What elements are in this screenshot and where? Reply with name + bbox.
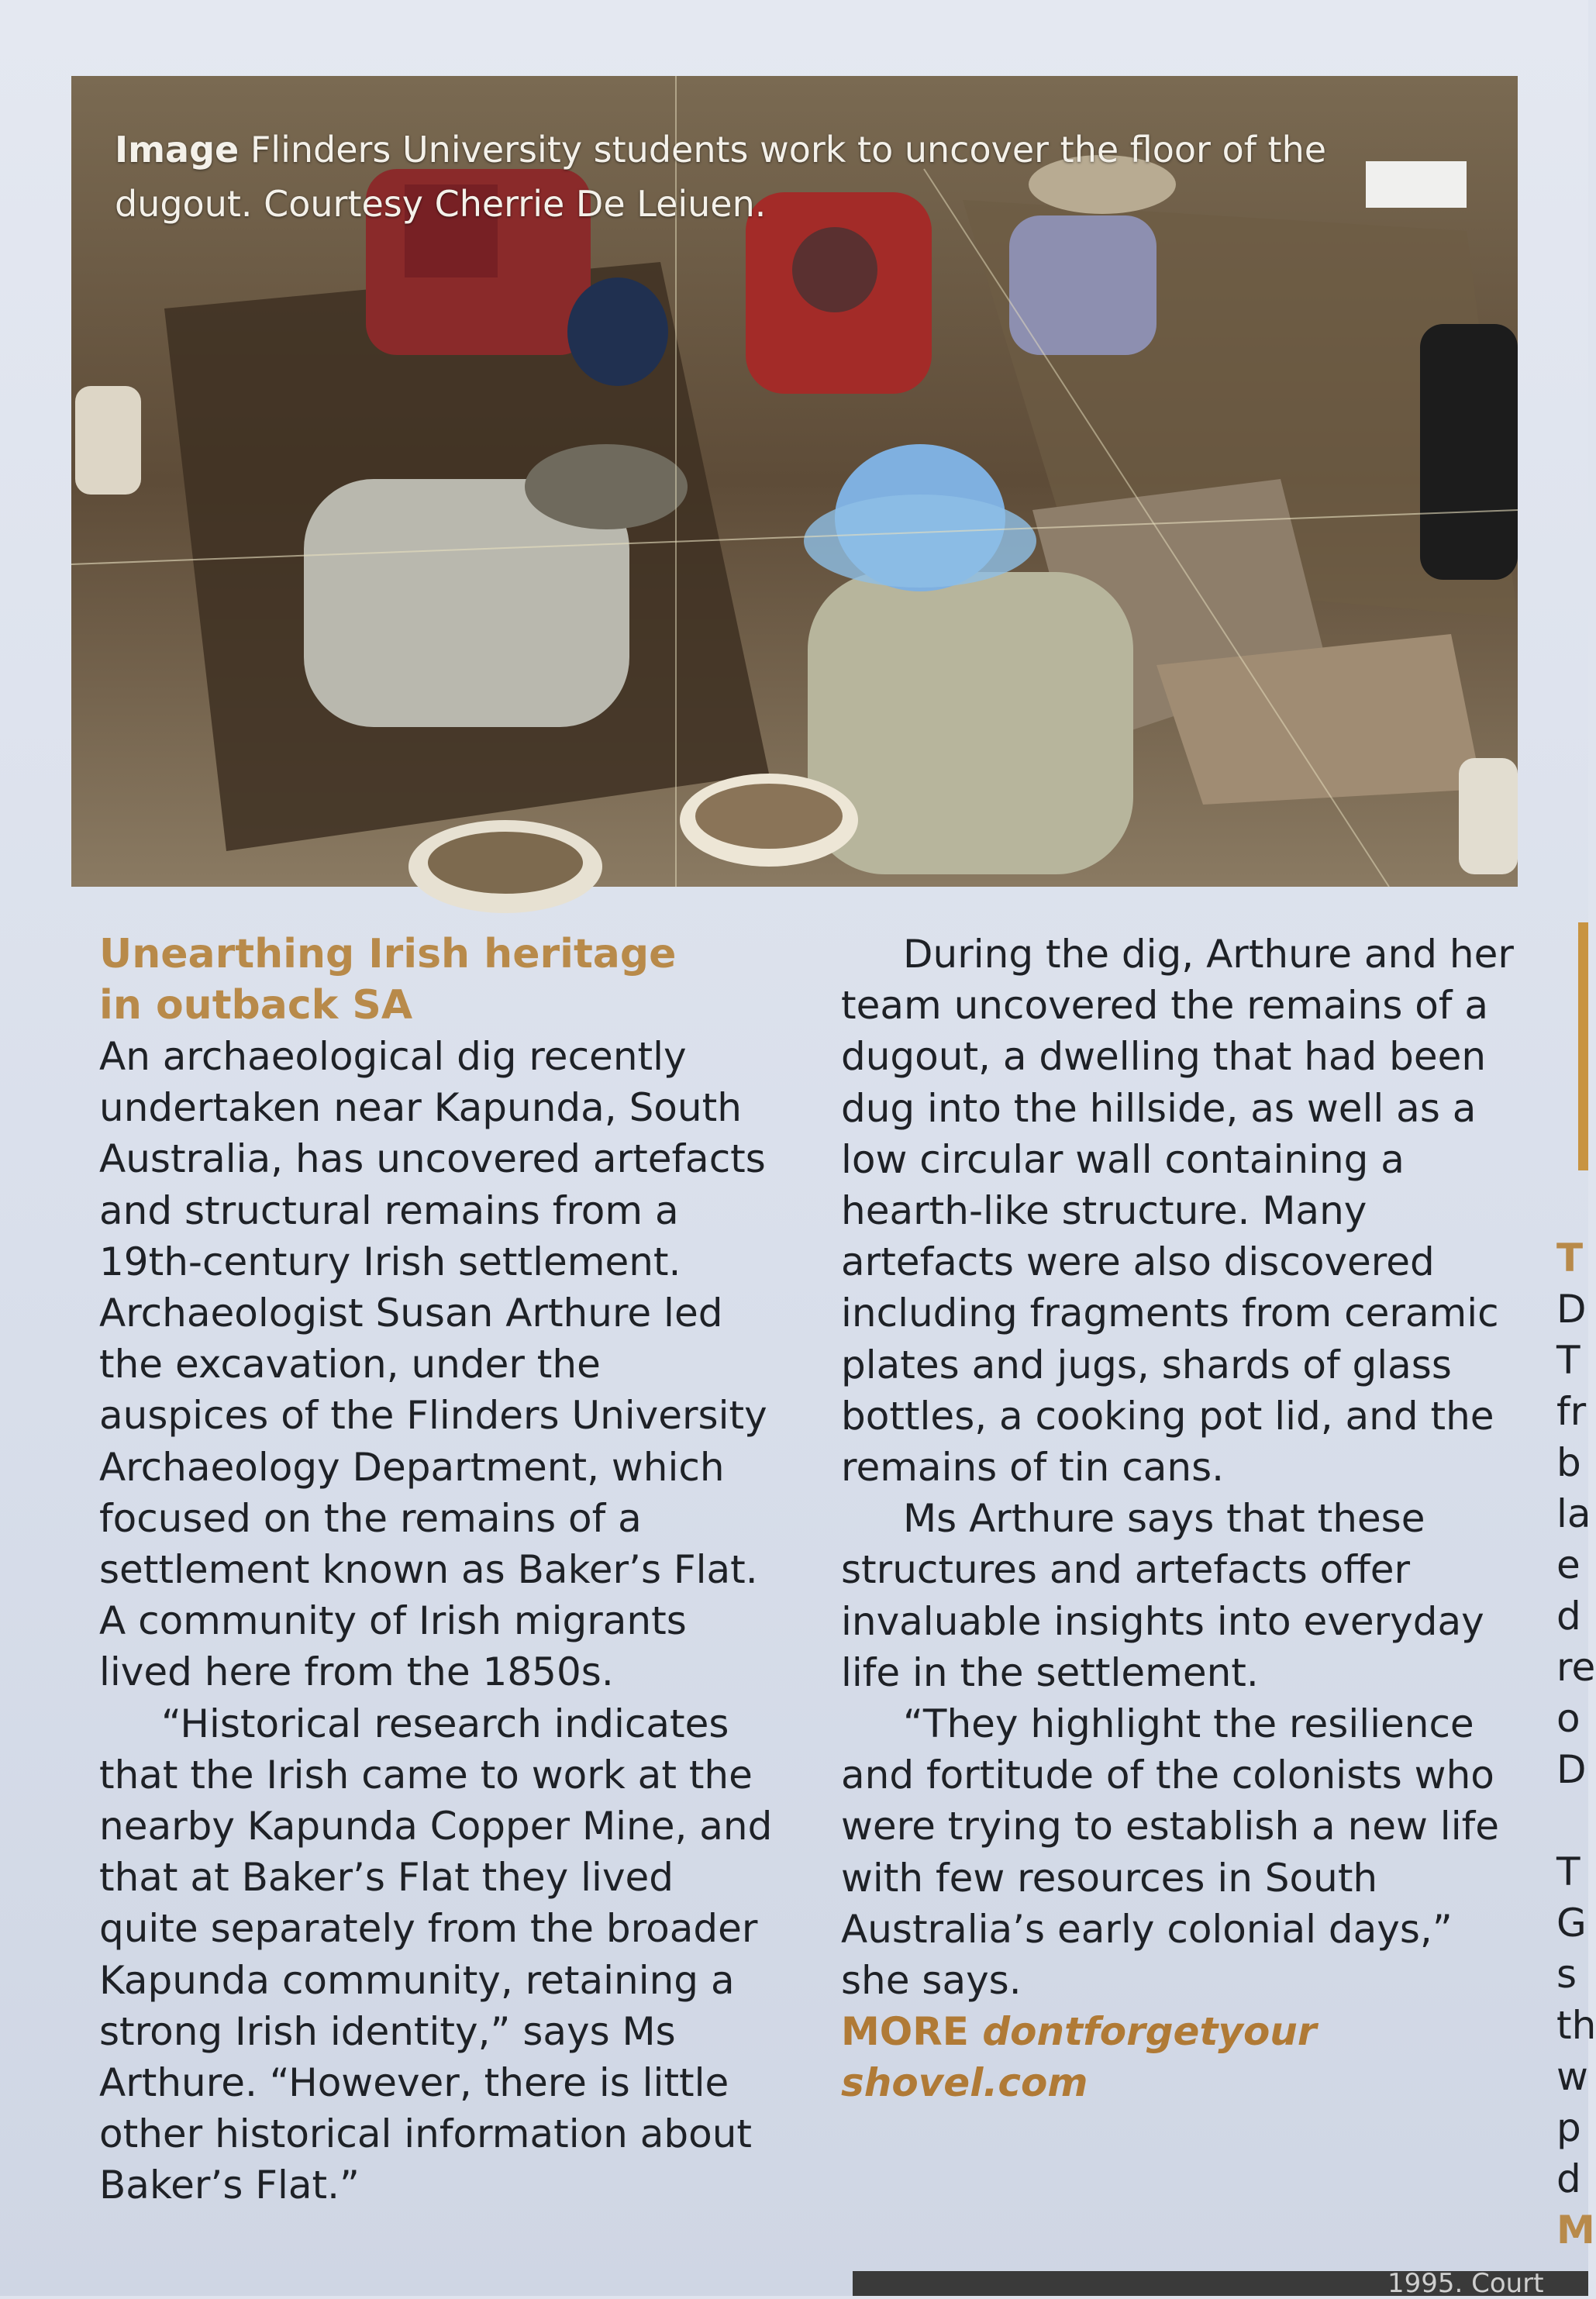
- next-column-fragment: la: [1556, 1491, 1591, 1536]
- next-column-fragment: [1556, 1795, 1588, 1846]
- caption-text: Flinders University students work to uncover the floor of the dugout. Courtesy Cherrie De Leiuen.: [115, 129, 1327, 225]
- next-column-fragment: T: [1556, 1338, 1580, 1383]
- photo-caption: [115, 122, 1471, 231]
- next-column-fragment: d: [1556, 2156, 1581, 2201]
- caption-label: Image: [115, 129, 240, 171]
- paragraph-4: Ms Arthure says that these structures and artefacts offer invaluable insights into everyday life in the settlement.: [841, 1496, 1484, 1695]
- next-column-fragment: T: [1556, 1849, 1580, 1894]
- more-label: MORE: [841, 2009, 969, 2055]
- article-column-2: [841, 929, 1523, 2108]
- next-column-fragment: b: [1556, 1440, 1581, 1485]
- article-column-1: [99, 929, 781, 2211]
- next-column-fragment: s: [1556, 1952, 1577, 1997]
- more-url-part-1: dontforgetyour: [982, 2009, 1317, 2055]
- next-column-fragment: d: [1556, 1594, 1581, 1639]
- next-column-fragment: fr: [1556, 1389, 1587, 1434]
- next-column-fragment: p: [1556, 2105, 1581, 2150]
- paragraph-3: During the dig, Arthure and her team uncovered the remains of a dugout, a dwelling that had been dug into the hillside, as well as a low circular wall containing a hearth-like structure. Many artefacts were also discovered including fragments from ceramic plates and jugs, shards of glass bottles, a cooking pot lid, and the remains of tin cans.: [841, 932, 1514, 1491]
- article-title-line-2: in outback SA: [99, 982, 413, 1029]
- next-column-fragment: G: [1556, 1901, 1587, 1946]
- article-title: [99, 929, 781, 1031]
- next-column-fragment: D: [1556, 1747, 1587, 1792]
- next-column-fragment: T: [1556, 1236, 1584, 1280]
- next-column-fragment: th: [1556, 2003, 1596, 2048]
- next-column-fragment: w: [1556, 2054, 1588, 2099]
- more-link[interactable]: [841, 2006, 1523, 2108]
- next-column-fragment: D: [1556, 1287, 1587, 1332]
- paragraph-1: An archaeological dig recently undertaken near Kapunda, South Australia, has uncovered artefacts and structural remains from a 19th-century Irish settlement. Archaeologist Susan Arthure led the excavation, under the auspices of the Flinders University Archaeology Department, which focused on the remains of a settlement known as Baker’s Flat. A community of Irish migrants lived here from the 1850s.: [99, 1034, 767, 1695]
- article-title-line-1: Unearthing Irish heritage: [99, 931, 677, 977]
- excavation-photo: [71, 76, 1518, 887]
- next-column-cropped: [1556, 1232, 1596, 2256]
- next-column-fragment: M: [1556, 2208, 1595, 2252]
- next-column-fragment: o: [1556, 1696, 1580, 1741]
- bottom-image-strip: [853, 2268, 1588, 2299]
- next-article-accent-bar: [1578, 922, 1588, 1170]
- next-column-fragment: re: [1556, 1645, 1596, 1690]
- more-url-part-2: shovel.com: [841, 2060, 1088, 2106]
- paragraph-5: “They highlight the resilience and fortitude of the colonists who were trying to establish a new life with few resources in South Australia’s early colonial days,” she says.: [841, 1701, 1499, 2004]
- paragraph-2: “Historical research indicates that the Irish came to work at the nearby Kapunda Copper Mine, and that at Baker’s Flat they lived quite separately from the broader Kapunda community, retaining a strong Irish identity,” says Ms Arthure. “However, there is little other historical information about Baker’s Flat.”: [99, 1701, 773, 2208]
- bottom-strip-text: 1995. Court: [1387, 2268, 1544, 2299]
- next-column-fragment: e: [1556, 1542, 1580, 1587]
